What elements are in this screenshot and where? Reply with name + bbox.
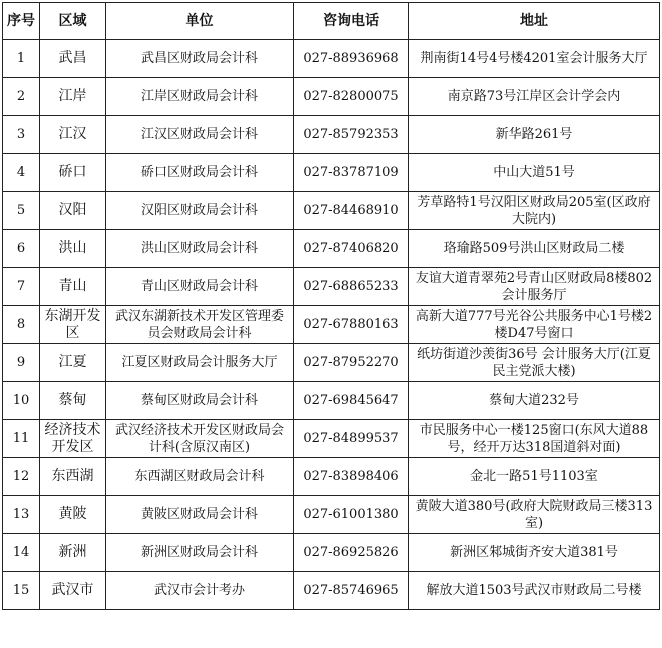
row-unit: 武汉经济技术开发区财政局会计科(含原汉南区) — [106, 420, 294, 458]
row-index: 8 — [3, 306, 40, 344]
row-address: 新洲区邾城街齐安大道381号 — [409, 534, 660, 572]
row-unit: 青山区财政局会计科 — [106, 268, 294, 306]
row-index: 9 — [3, 344, 40, 382]
row-phone: 027-85792353 — [294, 116, 409, 154]
row-area: 江岸 — [40, 78, 106, 116]
row-unit: 硚口区财政局会计科 — [106, 154, 294, 192]
row-index: 10 — [3, 382, 40, 420]
row-index: 15 — [3, 572, 40, 610]
row-address: 南京路73号江岸区会计学会内 — [409, 78, 660, 116]
row-address: 友谊大道青翠苑2号青山区财政局8楼802会计服务厅 — [409, 268, 660, 306]
table-row — [3, 306, 660, 344]
row-unit: 武汉市会计考办 — [106, 572, 294, 610]
table-row — [3, 458, 660, 496]
row-phone: 027-69845647 — [294, 382, 409, 420]
row-index: 1 — [3, 40, 40, 78]
row-area: 汉阳 — [40, 192, 106, 230]
row-index: 11 — [3, 420, 40, 458]
row-address: 市民服务中心一楼125窗口(东风大道88号，经开万达318国道斜对面) — [409, 420, 660, 458]
row-phone: 027-85746965 — [294, 572, 409, 610]
row-phone: 027-61001380 — [294, 496, 409, 534]
table-row — [3, 344, 660, 382]
row-phone: 027-68865233 — [294, 268, 409, 306]
row-area: 东湖开发区 — [40, 306, 106, 344]
table-row — [3, 420, 660, 458]
row-area: 经济技术开发区 — [40, 420, 106, 458]
row-index: 12 — [3, 458, 40, 496]
row-unit: 黄陂区财政局会计科 — [106, 496, 294, 534]
row-unit: 江夏区财政局会计服务大厅 — [106, 344, 294, 382]
row-phone: 027-87406820 — [294, 230, 409, 268]
row-area: 青山 — [40, 268, 106, 306]
row-phone: 027-84468910 — [294, 192, 409, 230]
row-unit: 东西湖区财政局会计科 — [106, 458, 294, 496]
table-row — [3, 572, 660, 610]
row-area: 江夏 — [40, 344, 106, 382]
row-unit: 武汉东湖新技术开发区管理委员会财政局会计科 — [106, 306, 294, 344]
table-row — [3, 382, 660, 420]
table-header-row — [3, 3, 660, 40]
table-row — [3, 496, 660, 534]
row-index: 3 — [3, 116, 40, 154]
row-phone: 027-67880163 — [294, 306, 409, 344]
table-row — [3, 78, 660, 116]
row-phone: 027-83787109 — [294, 154, 409, 192]
row-index: 13 — [3, 496, 40, 534]
row-address: 黄陂大道380号(政府大院财政局三楼313室) — [409, 496, 660, 534]
row-index: 5 — [3, 192, 40, 230]
table-row — [3, 230, 660, 268]
row-phone: 027-82800075 — [294, 78, 409, 116]
row-area: 黄陂 — [40, 496, 106, 534]
row-address: 珞瑜路509号洪山区财政局二楼 — [409, 230, 660, 268]
row-address: 中山大道51号 — [409, 154, 660, 192]
row-area: 蔡甸 — [40, 382, 106, 420]
row-address: 蔡甸大道232号 — [409, 382, 660, 420]
table-row — [3, 268, 660, 306]
row-area: 新洲 — [40, 534, 106, 572]
row-area: 武汉市 — [40, 572, 106, 610]
row-index: 7 — [3, 268, 40, 306]
row-unit: 蔡甸区财政局会计科 — [106, 382, 294, 420]
row-unit: 洪山区财政局会计科 — [106, 230, 294, 268]
row-address: 解放大道1503号武汉市财政局二号楼 — [409, 572, 660, 610]
header-unit: 单位 — [106, 3, 294, 40]
table-row — [3, 534, 660, 572]
header-address: 地址 — [409, 3, 660, 40]
row-address: 新华路261号 — [409, 116, 660, 154]
row-address: 芳草路特1号汉阳区财政局205室(区政府大院内) — [409, 192, 660, 230]
row-unit: 汉阳区财政局会计科 — [106, 192, 294, 230]
row-phone: 027-88936968 — [294, 40, 409, 78]
row-address: 金北一路51号1103室 — [409, 458, 660, 496]
row-area: 洪山 — [40, 230, 106, 268]
row-index: 14 — [3, 534, 40, 572]
table-row — [3, 116, 660, 154]
row-unit: 江汉区财政局会计科 — [106, 116, 294, 154]
header-index: 序号 — [3, 3, 40, 40]
header-area: 区域 — [40, 3, 106, 40]
row-index: 2 — [3, 78, 40, 116]
row-area: 江汉 — [40, 116, 106, 154]
row-phone: 027-84899537 — [294, 420, 409, 458]
row-unit: 武昌区财政局会计科 — [106, 40, 294, 78]
row-index: 6 — [3, 230, 40, 268]
row-phone: 027-86925826 — [294, 534, 409, 572]
row-unit: 新洲区财政局会计科 — [106, 534, 294, 572]
contact-table — [2, 2, 660, 610]
row-area: 东西湖 — [40, 458, 106, 496]
table-row — [3, 192, 660, 230]
row-index: 4 — [3, 154, 40, 192]
row-address: 高新大道777号光谷公共服务中心1号楼2楼D47号窗口 — [409, 306, 660, 344]
row-area: 武昌 — [40, 40, 106, 78]
row-area: 硚口 — [40, 154, 106, 192]
table-row — [3, 154, 660, 192]
row-phone: 027-83898406 — [294, 458, 409, 496]
row-address: 纸坊街道沙羡街36号 会计服务大厅(江夏民主党派大楼) — [409, 344, 660, 382]
row-phone: 027-87952270 — [294, 344, 409, 382]
table-row — [3, 40, 660, 78]
row-unit: 江岸区财政局会计科 — [106, 78, 294, 116]
header-phone: 咨询电话 — [294, 3, 409, 40]
row-address: 荆南街14号4号楼4201室会计服务大厅 — [409, 40, 660, 78]
